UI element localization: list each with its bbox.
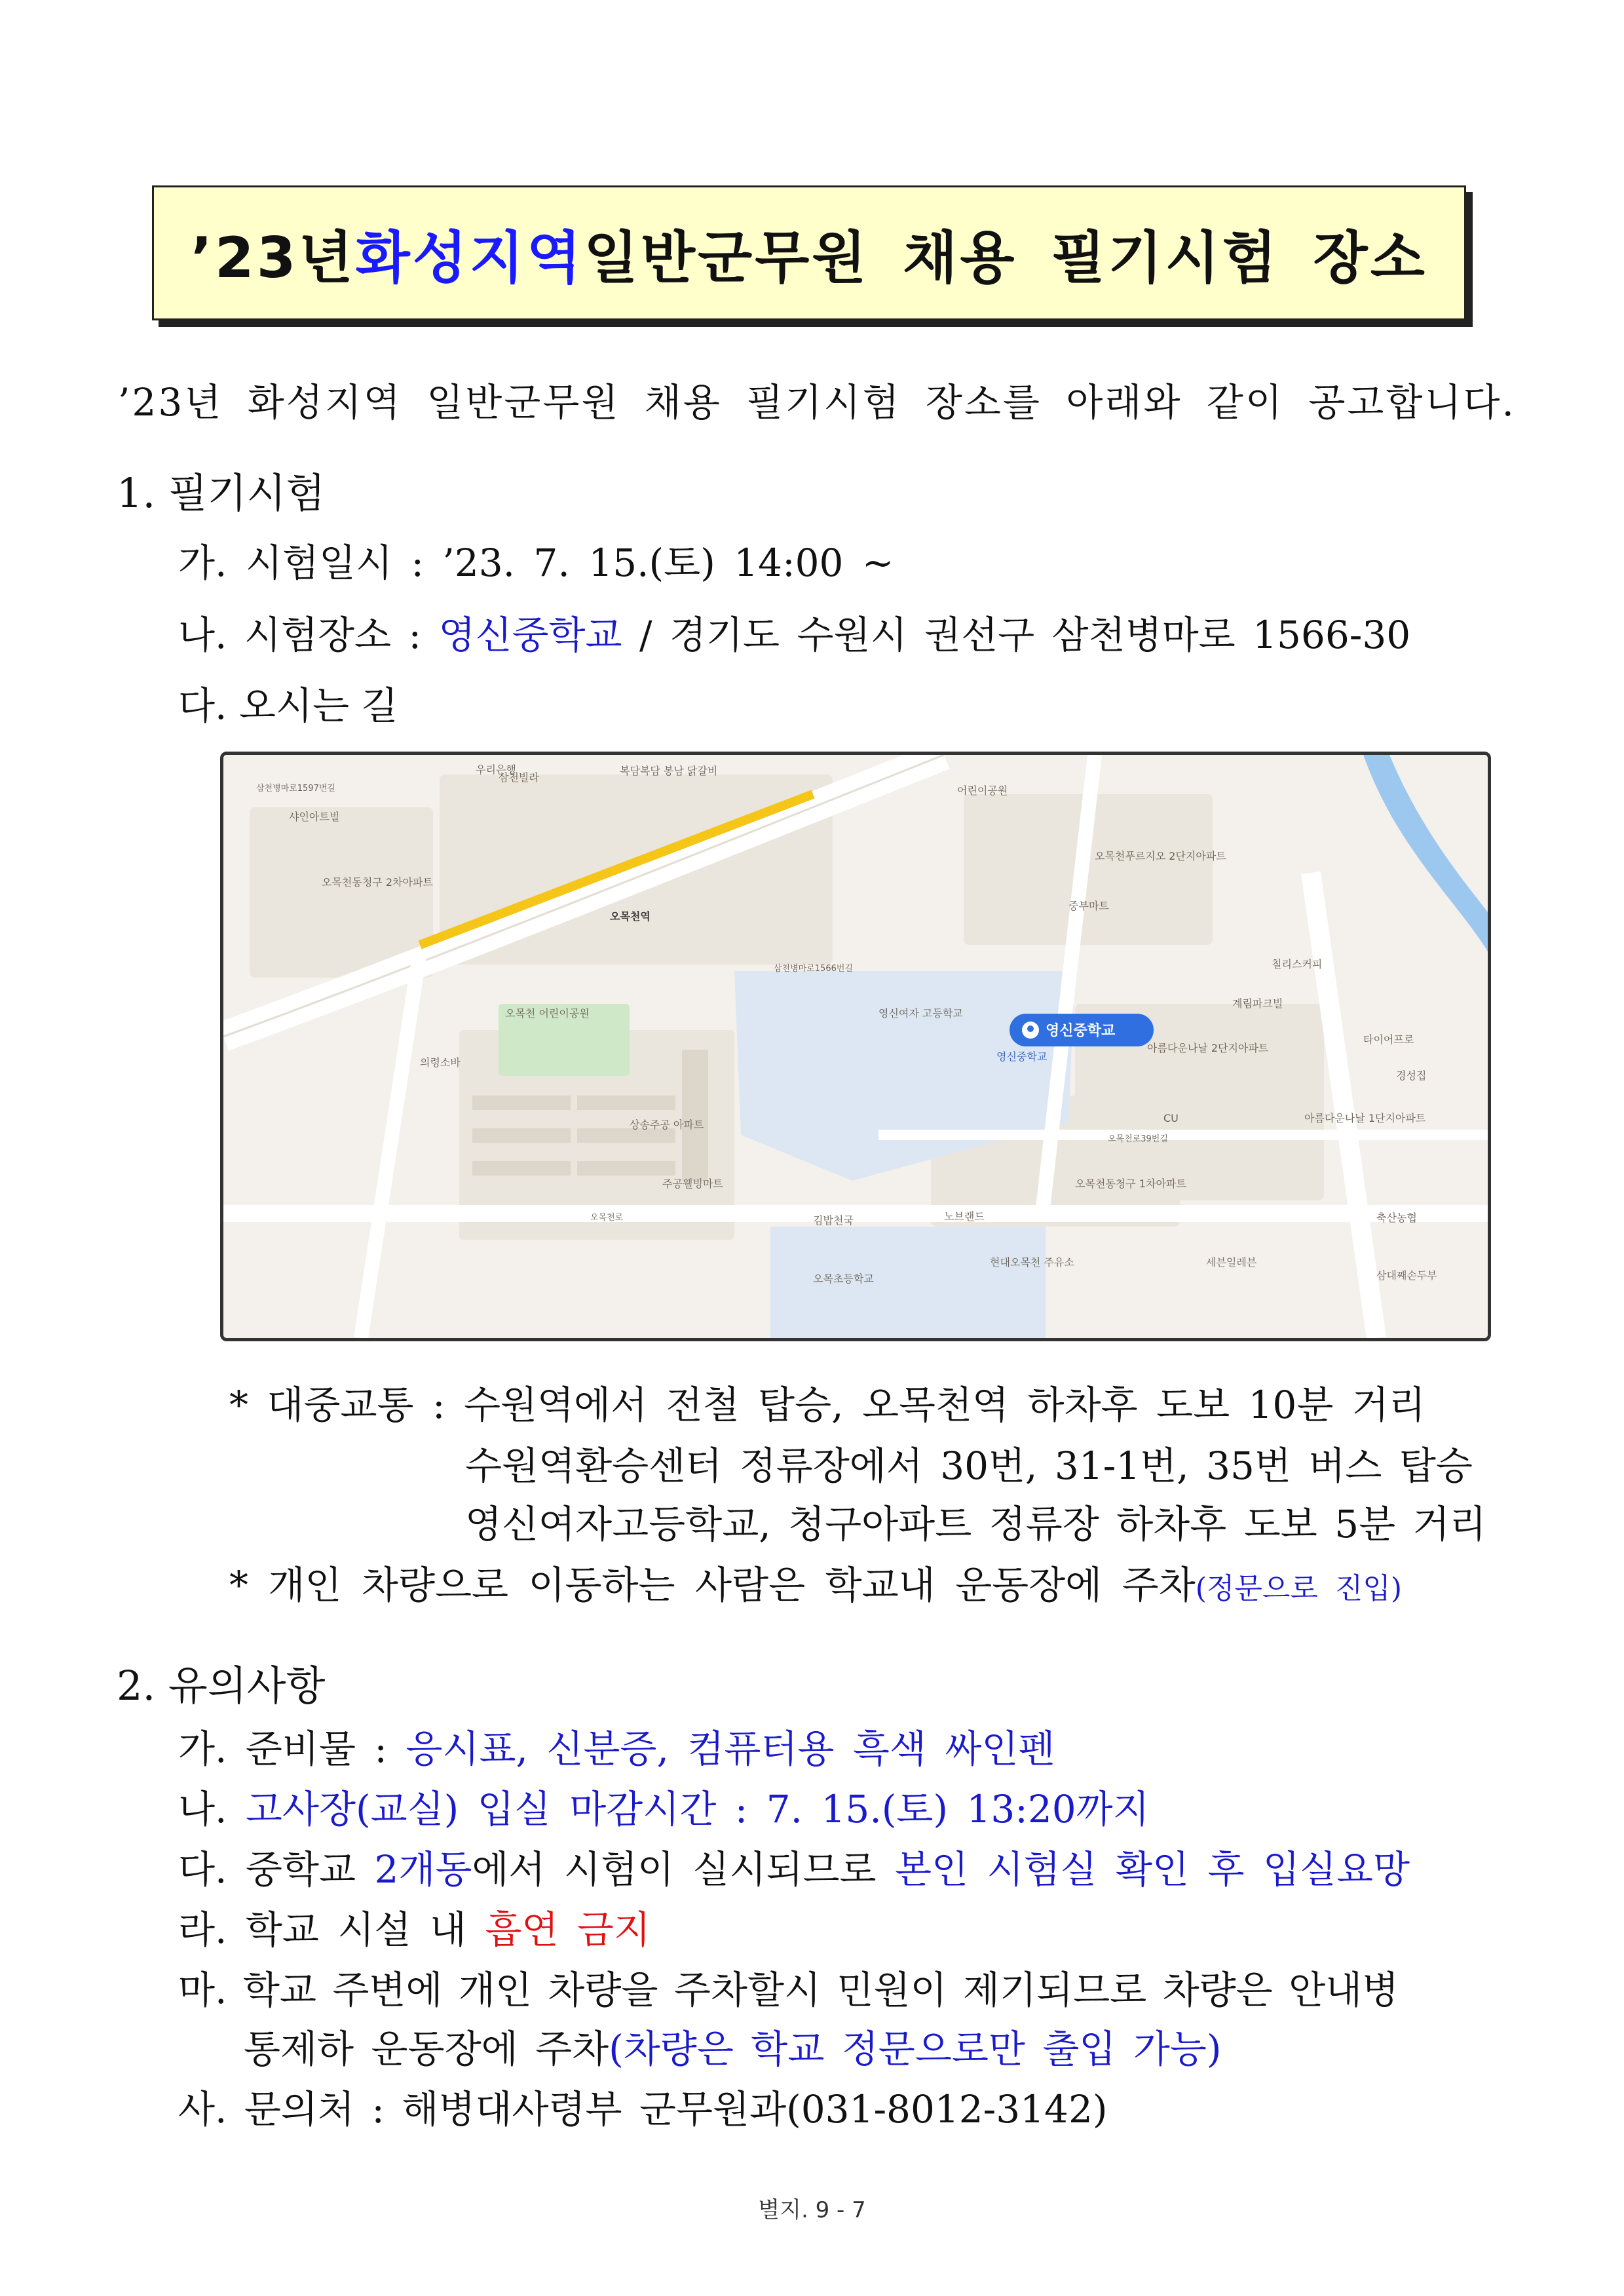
notice-c-prefix: 다. 중학교 bbox=[178, 1847, 375, 1892]
notice-a-items: 응시표, 신분증, 컴퓨터용 흑색 싸인펜 bbox=[406, 1727, 1055, 1771]
exam-place-prefix: 나. 시험장소 : bbox=[178, 613, 439, 657]
map-label: 영신중학교 bbox=[996, 1050, 1048, 1063]
transport-public-2: 수원역환승센터 정류장에서 30번, 31-1번, 35번 버스 탑승 bbox=[465, 1444, 1473, 1488]
map-label: 현대오목천 주유소 bbox=[990, 1256, 1074, 1269]
map-label: 축산농협 bbox=[1376, 1212, 1417, 1224]
map-label: 오목초등학교 bbox=[813, 1272, 874, 1285]
title-box bbox=[152, 185, 1466, 320]
map-label: 중부마트 bbox=[1068, 900, 1109, 912]
notice-e-2-blue: (차량은 학교 정문으로만 출입 가능) bbox=[609, 2027, 1222, 2071]
map-label: 세븐일레븐 bbox=[1206, 1256, 1257, 1269]
directions-heading: 다. 오시는 길 bbox=[178, 683, 398, 728]
map-label: 타이어프로 bbox=[1363, 1033, 1414, 1046]
exam-place-address: / 경기도 수원시 권선구 삼천병마로 1566-30 bbox=[622, 613, 1411, 657]
notice-e-1: 마. 학교 주변에 개인 차량을 주차할시 민원이 제기되므로 차량은 안내병 bbox=[178, 1968, 1399, 2012]
map-label: 주공웰빙마트 bbox=[662, 1177, 723, 1190]
notice-c-mid: 에서 시험이 실시되므로 bbox=[472, 1847, 895, 1892]
exam-place-school: 영신중학교 bbox=[438, 613, 622, 657]
page-footer: 별지. 9 - 7 bbox=[758, 2197, 866, 2223]
title-suffix: 일반군무원 채용 필기시험 장소 bbox=[583, 225, 1427, 291]
notice-a-prefix: 가. 준비물 : bbox=[178, 1727, 406, 1771]
map-label: 아름다운나날 1단지아파트 bbox=[1304, 1112, 1426, 1124]
map-canvas bbox=[223, 755, 1488, 1338]
map-label: 삼천빌라 bbox=[499, 771, 539, 784]
transport-public-1 bbox=[229, 1383, 1426, 1427]
map-label: 계림파크빌 bbox=[1232, 997, 1283, 1010]
exam-date: 가. 시험일시 : ’23. 7. 15.(토) 14:00 ~ bbox=[178, 541, 894, 585]
map-label: 오목천역 bbox=[610, 910, 651, 923]
transport-public-label: * 대중교통 : bbox=[229, 1383, 464, 1427]
notice-e-2-prefix: 통제하 운동장에 주차 bbox=[244, 2027, 609, 2071]
map-label: 삼천병마로1597번길 bbox=[256, 784, 335, 794]
notice-e-2 bbox=[244, 2027, 1222, 2071]
section2-heading: 2. 유의사항 bbox=[117, 1662, 326, 1710]
notice-d-red: 흡연 금지 bbox=[485, 1907, 651, 1952]
map-label: 노브랜드 bbox=[944, 1210, 985, 1223]
notice-b bbox=[178, 1787, 1150, 1831]
map-label: 복담복담 봉남 닭갈비 bbox=[620, 765, 718, 777]
map-label: 오목천동청구 2차아파트 bbox=[322, 876, 433, 889]
transport-car-text: * 개인 차량으로 이동하는 사람은 학교내 운동장에 주차 bbox=[229, 1563, 1196, 1607]
title-highlight: 화성지역 bbox=[355, 225, 584, 291]
notice-d-prefix: 라. 학교 시설 내 bbox=[178, 1907, 485, 1952]
notice-f: 사. 문의처 : 해병대사령부 군무원과(031-8012-3142) bbox=[178, 2087, 1108, 2132]
map-label: 오목천동청구 1차아파트 bbox=[1075, 1177, 1186, 1190]
school-marker[interactable] bbox=[1010, 1014, 1154, 1046]
intro-text: ’23년 화성지역 일반군무원 채용 필기시험 장소를 아래와 같이 공고합니다. bbox=[118, 380, 1516, 425]
map-label: 삼대째손두부 bbox=[1376, 1269, 1437, 1282]
map-label: 오목천 어린이공원 bbox=[505, 1007, 590, 1020]
exam-place bbox=[178, 613, 1411, 657]
map-label: 오목천로 bbox=[590, 1213, 624, 1223]
map-label: 샤인아트빌 bbox=[289, 811, 340, 823]
map-label: 오목천로39번길 bbox=[1108, 1134, 1168, 1144]
map-label: 김밥천국 bbox=[813, 1214, 854, 1227]
map-label: 의령소바 bbox=[420, 1056, 461, 1069]
title-prefix: ’23년 bbox=[191, 225, 356, 291]
map-label: 칠리스커피 bbox=[1272, 958, 1323, 970]
notice-c bbox=[178, 1847, 1410, 1892]
map-label: 상송주공 아파트 bbox=[630, 1119, 704, 1131]
notice-c-blue: 본인 시험실 확인 후 입실요망 bbox=[895, 1847, 1410, 1892]
transport-public-line1: 수원역에서 전철 탑승, 오목천역 하차후 도보 10분 거리 bbox=[463, 1383, 1426, 1427]
map-label: 어린이공원 bbox=[957, 784, 1008, 797]
notice-b-text: 고사장(교실) 입실 마감시간 : 7. 15.(토) 13:20까지 bbox=[245, 1787, 1150, 1831]
transport-car-note: (정문으로 진입) bbox=[1195, 1572, 1403, 1605]
section1-heading: 1. 필기시험 bbox=[117, 469, 326, 517]
map-label: 삼천병마로1566번길 bbox=[774, 964, 853, 974]
map-label: 아름다운나날 2단지아파트 bbox=[1147, 1042, 1269, 1054]
transport-public-3: 영신여자고등학교, 청구아파트 정류장 하차후 도보 5분 거리 bbox=[465, 1502, 1486, 1546]
notice-a bbox=[178, 1727, 1055, 1771]
notice-b-prefix: 나. bbox=[178, 1787, 246, 1831]
map-label: CU bbox=[1163, 1112, 1179, 1124]
notice-c-bold: 2개동 bbox=[374, 1847, 472, 1892]
location-map[interactable] bbox=[220, 752, 1491, 1341]
transport-car bbox=[229, 1563, 1403, 1607]
map-label: 우리은행 bbox=[476, 763, 516, 776]
school-marker-label: 영신중학교 bbox=[1046, 1023, 1116, 1039]
notice-d bbox=[178, 1907, 651, 1952]
map-label: 오목천푸르지오 2단지아파트 bbox=[1095, 850, 1226, 862]
map-label: 영신여자 고등학교 bbox=[878, 1007, 963, 1020]
map-label: 경성집 bbox=[1396, 1069, 1427, 1082]
